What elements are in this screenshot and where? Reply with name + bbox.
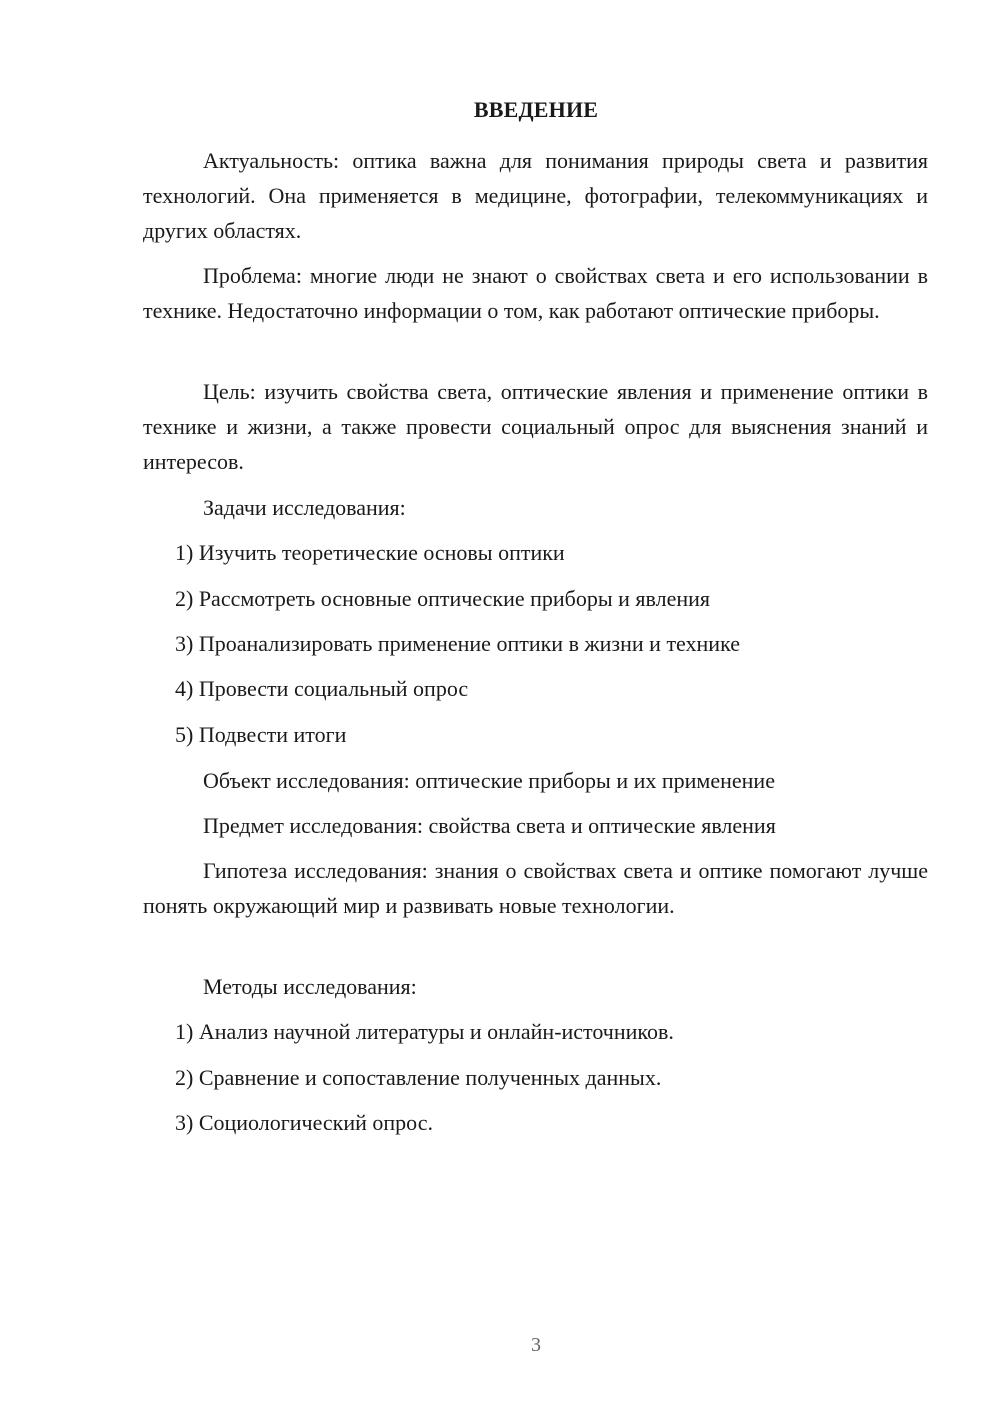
tasks-heading: Задачи исследования: xyxy=(203,495,406,520)
task-item-1: 1) Изучить теоретические основы оптики xyxy=(175,540,565,565)
method-item-1: 1) Анализ научной литературы и онлайн-источников. xyxy=(175,1019,674,1044)
methods-heading: Методы исследования: xyxy=(203,974,417,999)
relevance-paragraph: Актуальность: оптика важна для понимания природы света и развития технологий. Она применяется в медицине, фотографии, телекоммуникациях и других областях. xyxy=(143,148,928,243)
goal-paragraph: Цель: изучить свойства света, оптические явления и применение оптики в технике и жизни, а также провести социальный опрос для выяснения знаний и интересов. xyxy=(143,379,928,474)
task-item-4: 4) Провести социальный опрос xyxy=(175,676,469,701)
task-item-2: 2) Рассмотреть основные оптические приборы и явления xyxy=(175,586,711,611)
subject-line: Предмет исследования: свойства света и оптические явления xyxy=(203,813,776,838)
page-title: ВВЕДЕНИЕ xyxy=(473,97,599,122)
method-item-3: 3) Социологический опрос. xyxy=(175,1110,433,1135)
page-number: 3 xyxy=(531,1334,541,1356)
problem-paragraph: Проблема: многие люди не знают о свойствах света и его использовании в технике. Недостаточно информации о том, как работают оптические приборы. xyxy=(143,263,928,323)
task-item-3: 3) Проанализировать применение оптики в жизни и технике xyxy=(175,631,740,656)
method-item-2: 2) Сравнение и сопоставление полученных данных. xyxy=(175,1065,662,1090)
task-item-5: 5) Подвести итоги xyxy=(175,722,347,747)
object-line: Объект исследования: оптические приборы и их применение xyxy=(203,768,775,793)
hypothesis-paragraph: Гипотеза исследования: знания о свойствах света и оптике помогают лучше понять окружающий мир и развивать новые технологии. xyxy=(143,858,928,918)
